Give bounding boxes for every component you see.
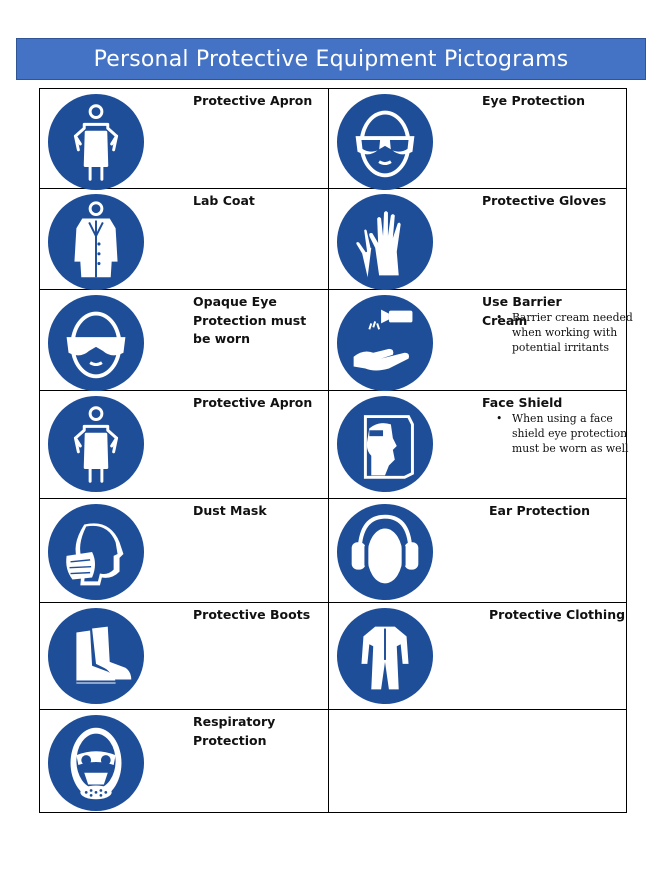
pictogram-cell (40, 603, 329, 710)
apron-icon (47, 93, 145, 191)
pictogram-cell (329, 499, 627, 603)
pictogram-cell (40, 89, 329, 189)
respirator-icon (47, 714, 145, 812)
pictogram-label: Eye Protection (482, 93, 586, 108)
pictogram-cell (40, 290, 329, 391)
note-item: • When using a face shield eye protection must be worn as well (496, 411, 636, 456)
barrier-cream-icon (336, 294, 434, 392)
note-list (474, 310, 636, 355)
pictogram-label: Use Barrier Cream (482, 294, 562, 328)
apron-icon (47, 395, 145, 493)
opaque-goggles-icon (47, 294, 145, 392)
pictogram-label: Opaque Eye Protection must be worn (193, 294, 307, 346)
table-row (40, 391, 627, 499)
pictogram-cell (329, 603, 627, 710)
pictogram-label: Protective Boots (193, 607, 311, 622)
pictogram-cell (40, 391, 329, 499)
table-row (40, 89, 627, 189)
lab-coat-icon (47, 193, 145, 291)
pictogram-label: Face Shield (482, 395, 563, 410)
gloves-icon (336, 193, 434, 291)
table-row (40, 499, 627, 603)
pictogram-cell (329, 89, 627, 189)
pictogram-label: Dust Mask (193, 503, 267, 518)
pictogram-label: Protective Clothing (489, 607, 626, 622)
table-row (40, 189, 627, 290)
pictogram-cell (329, 391, 627, 499)
pictogram-table (39, 88, 633, 813)
table-row (40, 710, 627, 813)
note-item: • Barrier cream needed when working with potential irritants (496, 310, 636, 355)
page-title: Personal Protective Equipment Pictograms (93, 46, 569, 72)
title-bar (16, 38, 646, 80)
pictogram-cell (329, 290, 633, 391)
pictogram-cell (40, 499, 329, 603)
pictogram-label: Lab Coat (193, 193, 255, 208)
boots-icon (47, 607, 145, 705)
pictogram-label: Protective Apron (193, 93, 313, 108)
coverall-icon (336, 607, 434, 705)
table-row (40, 290, 627, 391)
table-row (40, 603, 627, 710)
pictogram-label: Protective Apron (193, 395, 313, 410)
pictogram-cell (40, 189, 329, 290)
face-shield-icon (336, 395, 434, 493)
ear-protection-icon (336, 503, 434, 601)
empty-cell (329, 710, 627, 813)
pictogram-cell (40, 710, 329, 813)
note-list (474, 411, 636, 456)
dust-mask-icon (47, 503, 145, 601)
pictogram-label: Protective Gloves (482, 193, 607, 208)
goggles-icon (336, 93, 434, 191)
pictogram-label: Respiratory Protection (193, 714, 276, 748)
pictogram-cell (329, 189, 627, 290)
pictogram-label: Ear Protection (489, 503, 591, 518)
